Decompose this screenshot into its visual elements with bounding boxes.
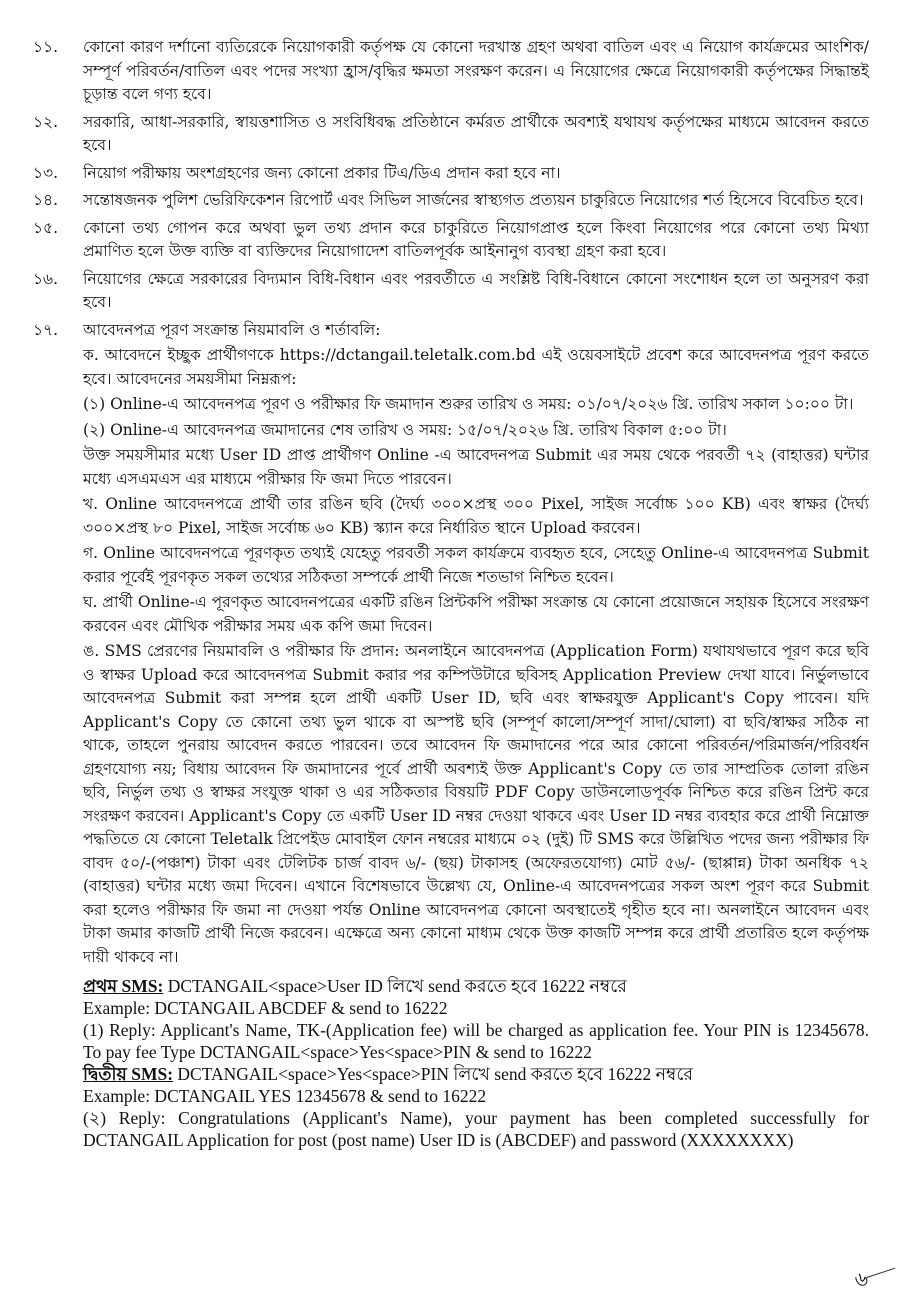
rule-paragraph: ঘ. প্রার্থী Online-এ পূরণকৃত আবেদনপত্রের একটি রঙিন প্রিন্টকপি পরীক্ষা সংক্রান্ত যে কোনো প্রয়োজনে সহায়ক হিসেবে সংরক্ষণ করবেন এবং মৌখিক পরীক্ষার সময় এক কপি জমা দিবেন। [83,593,870,635]
list-item [33,111,869,158]
application-rules-body [83,319,869,972]
item-text: সন্তোষজনক পুলিশ ভেরিফিকেশন রিপোর্ট এবং সিভিল সার্জনের স্বাস্থ্যগত প্রত্যয়ন চাকুরিতে নিয়োগের শর্ত হিসেবে বিবেচিত হবে। [83,191,864,209]
pen-mark [866,1268,899,1292]
rule-paragraph: ঙ. SMS প্রেরণের নিয়মাবলি ও পরীক্ষার ফি প্রদান: অনলাইনে আবেদনপত্র (Application Form) যথাযথভাবে পূরণ করে ছবি ও স্বাক্ষর Upload করে আবেদনপত্র Submit করার পর কম্পিউটারে ছবিসহ Application Preview দেখা যাবে। নির্ভুলভাবে আবেদনপত্র Submit করা সম্পন্ন হলে প্রার্থী একটি User ID, ছবি এবং স্বাক্ষরযুক্ত Applicant's Copy পাবেন। যদি Applicant's Copy তে কোনো তথ্য ভুল থাকে বা অস্পষ্ট ছবি (সম্পূর্ণ কালো/সম্পূর্ণ সাদা/ঘোলা) বা ছবি/স্বাক্ষর সঠিক না থাকে, তাহলে পুনরায় আবেদন করতে পারবেন। তবে আবেদন ফি জমাদানের পরে আর কোনো পরিবর্তন/পরিমার্জন/পরিবর্ধন গ্রহণযোগ্য নয়; বিধায় আবেদন ফি জমাদানের পূর্বে প্রার্থী অবশ্যই উক্ত Applicant's Copy তে তার সাম্প্রতিক তোলা রঙিন ছবি, নির্ভুল তথ্য ও স্বাক্ষর সংযুক্ত থাকা ও এর সঠিকতার বিষয়টি PDF Copy ডাউনলোডপূর্বক নিশ্চিত করে রঙিন প্রিন্ট করে সংরক্ষণ করবেন। Applicant's Copy তে একটি User ID নম্বর দেওয়া থাকবে এবং User ID নম্বর ব্যবহার করে প্রার্থী নিম্নোক্ত পদ্ধতিতে যে কোনো Teletalk প্রিপেইড মোবাইল ফোন নম্বরের মাধ্যমে ০২ (দুই) টি SMS করে উল্লিখিত পদের জন্য পরীক্ষার ফি বাবদ ৫০/-(পঞ্চাশ) টাকা এবং টেলিটক চার্জ বাবদ ৬/- (ছয়) টাকাসহ (অফেরতযোগ্য) মোট ৫৬/- (ছাপ্পান্ন) টাকা অনধিক ৭২ (বাহাত্তর) ঘন্টার মধ্যে জমা দিবেন। এখানে বিশেষভাবে উল্লেখ্য যে, Online-এ আবেদনপত্রের সকল অংশ পূরণ করে Submit করা হলেও পরীক্ষার ফি জমা না দেওয়া পর্যন্ত Online আবেদনপত্র কোনো অবস্থাতেই গৃহীত হবে না। অনলাইনে আবেদন এবং টাকা জমার কাজটি প্রার্থী নিজে করবেন। এক্ষেত্রে অন্য কোনো মাধ্যম থেকে উক্ত কাজটি সম্পন্ন করে প্রার্থী প্রতারিত হলে কর্তৃপক্ষ দায়ী থাকবে না। [83,642,869,966]
first-sms-example: Example: DCTANGAIL ABCDEF & send to 16222 [83,998,448,1018]
item-text: কোনো কারণ দর্শানো ব্যতিরেকে নিয়োগকারী কর্তৃপক্ষ যে কোনো দরখাস্ত গ্রহণ অথবা বাতিল এবং এ নিয়োগ কার্যক্রমের আংশিক/সম্পূর্ণ পরিবর্তন/বাতিল এবং পদের সংখ্যা হ্রাস/বৃদ্ধির ক্ষমতা সংরক্ষণ করেন। এ নিয়োগের ক্ষেত্রে নিয়োগকারী কর্তৃপক্ষের সিদ্ধান্তই চূড়ান্ত বলে গণ্য হবে। [83,38,869,103]
item-number: ১৭. [33,320,59,339]
list-item [33,268,869,315]
item-number: ১৬. [33,269,59,288]
second-sms-label: দ্বিতীয় SMS: [83,1064,174,1084]
list-item [33,36,869,107]
application-rules-heading: আবেদনপত্র পূরণ সংক্রান্ত নিয়মাবলি ও শর্তাবলি: [83,320,381,339]
item-text: সরকারি, আধা-সরকারি, স্বায়ত্তশাসিত ও সংবিধিবদ্ধ প্রতিষ্ঠানে কর্মরত প্রার্থীকে অবশ্যই যথাযথ কর্তৃপক্ষের মাধ্যমে আবেদন করতে হবে। [83,112,869,154]
second-sms-line [83,1063,869,1085]
rule-paragraph: খ. Online আবেদনপত্রে প্রার্থী তার রঙিন ছবি (দৈর্ঘ্য ৩০০×প্রস্থ ৩০০ Pixel, সাইজ সর্বোচ্চ ১০০ KB) এবং স্বাক্ষর (দৈর্ঘ্য ৩০০×প্রস্থ ৮০ Pixel, সাইজ সর্বোচ্চ ৬০ KB) স্ক্যান করে নির্ধারিত স্থানে Upload করবেন। [83,495,869,537]
item-text: নিয়োগের ক্ষেত্রে সরকারের বিদ্যমান বিধি-বিধান এবং পরবর্তীতে এ সংশ্লিষ্ট বিধি-বিধানে কোনো সংশোধন হলে তা অনুসরণ করা হবে। [83,269,869,311]
rule-paragraph: উক্ত সময়সীমার মধ্যে User ID প্রাপ্ত প্রার্থীগণ Online -এ আবেদনপত্র Submit এর সময় থেকে পরবর্তী ৭২ (বাহাত্তর) ঘন্টার মধ্যে এসএমএস এর মাধ্যমে পরীক্ষার ফি জমা দিতে পারবেন। [83,446,869,488]
sms-instructions [83,975,869,1151]
second-sms-reply: (২) Reply: Congratulations (Applicant's Name), your payment has been completed successfully for DCTANGAIL Application for post (post name) User ID is (ABCDEF) and password (XXXXXXXX) [83,1108,869,1150]
item-number: ১১. [33,38,59,56]
first-sms-label: প্রথম SMS: [83,976,164,996]
item-number: ১৪. [33,191,59,209]
item-number: ১৫. [33,218,59,237]
item-text: নিয়োগ পরীক্ষায় অংশগ্রহণের জন্য কোনো প্রকার টিএ/ডিএ প্রদান করা হবে না। [83,163,561,182]
terms-list [33,36,869,1151]
page-number: ৬ [853,1265,870,1292]
second-sms-example: Example: DCTANGAIL YES 12345678 & send to 16222 [83,1086,487,1106]
application-rules-item [33,319,869,972]
first-sms-text: DCTANGAIL<space>User ID লিখে send করতে হবে 16222 নম্বরে [163,976,627,996]
rule-paragraph: গ. Online আবেদনপত্রে পূরণকৃত তথ্যই যেহেতু পরবর্তী সকল কার্যক্রমে ব্যবহৃত হবে, সেহেতু Online-এ আবেদনপত্র Submit করার পূর্বেই পূরণকৃত সকল তথ্যের সঠিকতা সম্পর্কে প্রার্থী নিজে শতভাগ নিশ্চিত হবেন। [83,544,869,586]
first-sms-line [83,975,869,997]
rule-paragraph: (১) Online-এ আবেদনপত্র পূরণ ও পরীক্ষার ফি জমাদান শুরুর তারিখ ও সময়: ০১/০৭/২০২৬ খ্রি. তারিখ সকাল ১০:০০ টা। [83,395,854,413]
list-item [33,217,869,264]
second-sms-text: DCTANGAIL<space>Yes<space>PIN লিখে send করতে হবে 16222 নম্বরে [173,1064,694,1084]
rule-paragraph: ক. আবেদনে ইচ্ছুক প্রার্থীগণকে https://dctangail.teletalk.com.bd এই ওয়েবসাইটে প্রবেশ করে আবেদনপত্র পূরণ করতে হবে। আবেদনের সময়সীমা নিম্নরূপ: [83,346,869,388]
list-item [33,189,869,213]
list-item [33,162,869,186]
item-number: ১৩. [33,163,59,182]
item-number: ১২. [33,112,59,131]
first-sms-reply: (1) Reply: Applicant's Name, TK-(Application fee) will be charged as application fee. Your PIN is 12345678. To pay fee Type DCTANGAIL<space>Yes<space>PIN & send to 16222 [83,1020,869,1062]
item-text: কোনো তথ্য গোপন করে অথবা ভুল তথ্য প্রদান করে চাকুরিতে নিয়োগপ্রাপ্ত হলে কিংবা নিয়োগের পরে কোনো তথ্য মিথ্যা প্রমাণিত হলে উক্ত ব্যক্তি বা ব্যক্তিদের নিয়োগাদেশ বাতিলপূর্বক আইনানুগ ব্যবস্থা গ্রহণ করা হবে। [83,218,869,260]
rule-paragraph: (২) Online-এ আবেদনপত্র জমাদানের শেষ তারিখ ও সময়: ১৫/০৭/২০২৬ খ্রি. তারিখ বিকাল ৫:০০ টা। [83,420,727,439]
